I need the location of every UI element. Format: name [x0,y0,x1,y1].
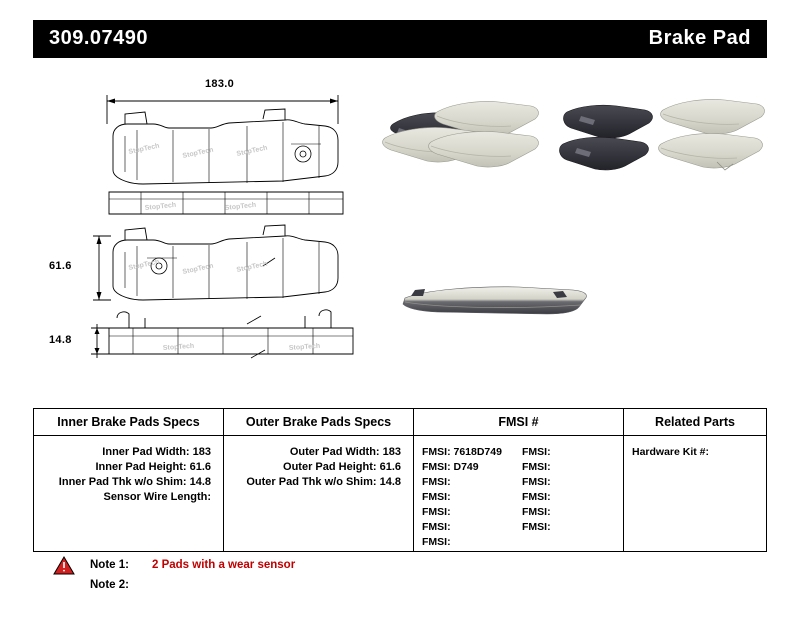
note-1-label: Note 1: [90,559,129,571]
fmsi-line: FMSI: 7618D749 [422,446,502,458]
fmsi-column-left [422,445,522,550]
note-1-value: 2 Pads with a wear sensor [152,559,296,571]
inner-spec-line: Inner Pad Width: 183 [102,446,211,458]
fmsi-line: FMSI: [522,491,551,503]
svg-text:StopTech: StopTech [224,201,257,212]
fmsi-line: FMSI: [422,491,451,503]
header-bar [33,20,767,58]
inner-spec-line: Inner Pad Thk w/o Shim: 14.8 [58,476,211,488]
note-2-label: Note 2: [90,579,129,591]
outer-spec-line: Outer Pad Height: 61.6 [283,461,401,473]
dimension-height: 61.6 [49,260,72,272]
inner-spec-line: Sensor Wire Length: [103,491,211,503]
hardware-kit-line: Hardware Kit #: [632,446,710,458]
specs-header-row [34,409,766,436]
notes-section [33,555,533,595]
specs-table [33,408,767,552]
inner-spec-line: Inner Pad Height: 61.6 [95,461,211,473]
svg-text:StopTech: StopTech [181,146,215,160]
svg-text:StopTech: StopTech [235,144,269,158]
note-row-2 [33,575,533,595]
svg-text:StopTech: StopTech [127,258,161,272]
drawing-svg [33,66,767,396]
page-title: Brake Pad [648,27,751,49]
svg-text:StopTech: StopTech [288,342,321,352]
specs-body-row [34,436,766,551]
outer-spec-line: Outer Pad Width: 183 [289,446,401,458]
related-parts-cell [624,436,766,551]
technical-drawing [33,66,767,396]
svg-text:StopTech: StopTech [127,142,161,156]
column-header-inner: Inner Brake Pads Specs [34,409,224,435]
dimension-thickness: 14.8 [49,334,72,346]
part-number: 309.07490 [49,27,149,49]
fmsi-line: FMSI: D749 [422,461,479,473]
fmsi-line: FMSI: [422,476,451,488]
fmsi-line: FMSI: [522,506,551,518]
outer-specs-cell [224,436,414,551]
fmsi-line: FMSI: [422,506,451,518]
dimension-width: 183.0 [205,78,235,90]
fmsi-line: FMSI: [522,461,551,473]
warning-icon [53,556,75,575]
fmsi-line: FMSI: [422,521,451,533]
svg-text:StopTech: StopTech [144,201,177,212]
fmsi-line: FMSI: [522,476,551,488]
svg-text:StopTech: StopTech [162,342,195,352]
fmsi-line: FMSI: [422,536,451,548]
column-header-fmsi: FMSI # [414,409,624,435]
inner-specs-cell [34,436,224,551]
pad-photo-group [383,99,765,314]
svg-text:StopTech: StopTech [181,262,215,276]
fmsi-cell [414,436,624,551]
note-row-1 [33,555,533,575]
fmsi-column-right [522,445,622,550]
outer-spec-line: Outer Pad Thk w/o Shim: 14.8 [246,476,401,488]
column-header-outer: Outer Brake Pads Specs [224,409,414,435]
column-header-related: Related Parts [655,415,735,429]
fmsi-line: FMSI: [522,446,551,458]
svg-text:StopTech: StopTech [235,260,269,274]
fmsi-line: FMSI: [522,521,551,533]
